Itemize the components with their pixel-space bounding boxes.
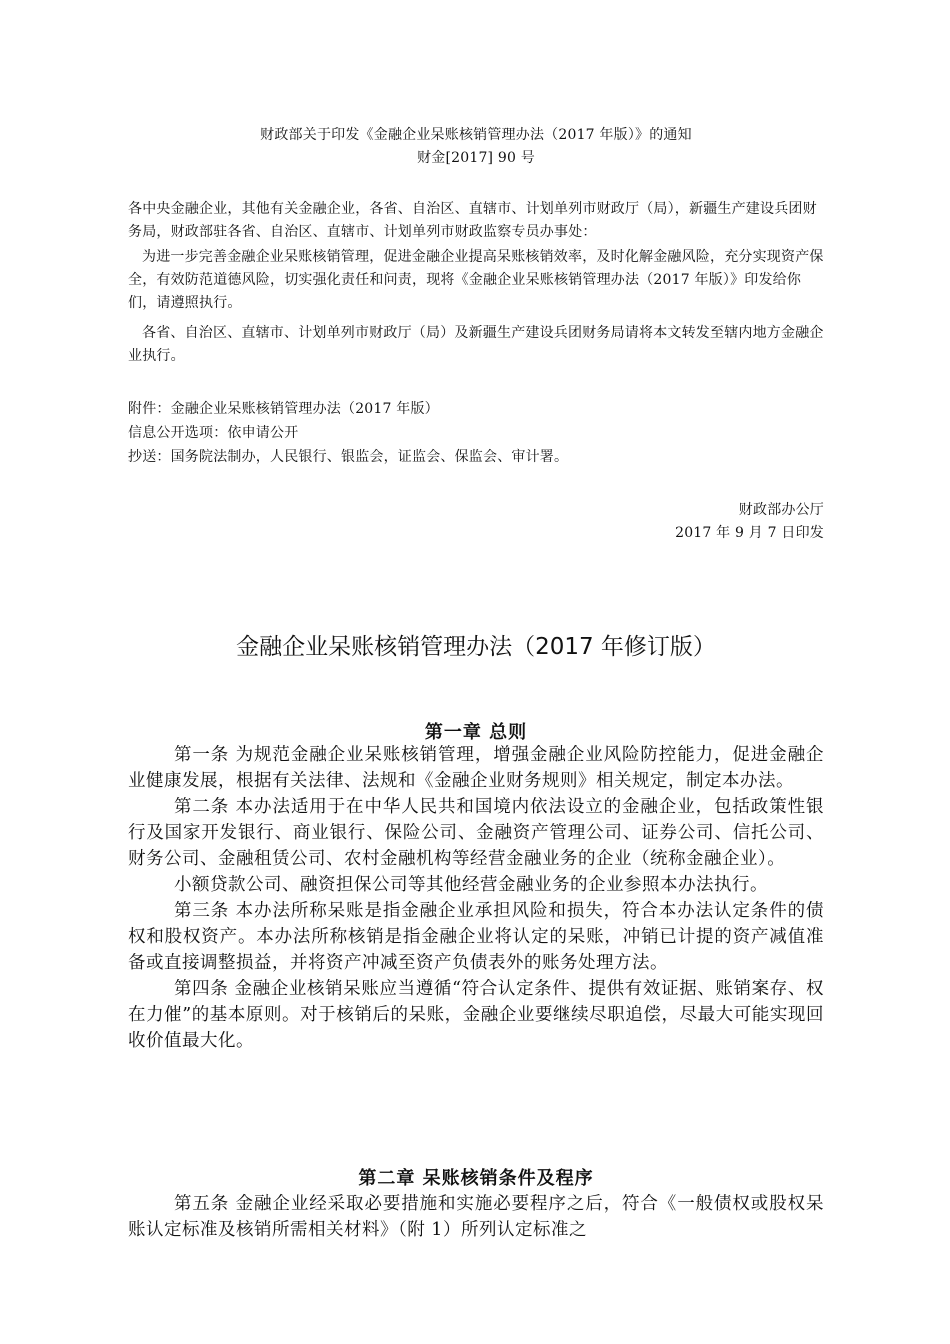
disclosure-line: 信息公开选项：依申请公开 <box>128 425 299 441</box>
article-2: 第二条 本办法适用于在中华人民共和国境内依法设立的金融企业，包括政策性银行及国家开发银行、商业银行、保险公司、金融资产管理公司、证券公司、信托公司、财务公司、金融租赁公司、农村金融机构等经营金融业务的企业（统称金融企业）。 <box>128 797 824 869</box>
issue-date: 2017 年 9 月 7 日印发 <box>675 525 824 541</box>
regulation-title: 金融企业呆账核销管理办法（2017 年修订版） <box>236 634 716 660</box>
attachment-line: 附件：金融企业呆账核销管理办法（2017 年版） <box>128 401 439 417</box>
chapter-2-body <box>128 1191 824 1243</box>
chapter-2-heading: 第二章 呆账核销条件及程序 <box>358 1168 594 1189</box>
chapter-1-body <box>128 742 824 1054</box>
article-1: 第一条 为规范金融企业呆账核销管理，增强金融企业风险防控能力，促进金融企业健康发展，根据有关法律、法规和《金融企业财务规则》相关规定，制定本办法。 <box>128 745 824 791</box>
notice-paragraph-1: 为进一步完善金融企业呆账核销管理，促进金融企业提高呆账核销效率，及时化解金融风险，充分实现资产保全，有效防范道德风险，切实强化责任和问责，现将《金融企业呆账核销管理办法（2017 年版）》印发给你们，请遵照执行。 <box>128 249 824 311</box>
notice-paragraph-2: 各省、自治区、直辖市、计划单列市财政厅（局）及新疆生产建设兵团财务局请将本文转发至辖内地方金融企业执行。 <box>128 325 824 364</box>
cc-line: 抄送：国务院法制办，人民银行、银监会，证监会、保监会、审计署。 <box>128 449 569 465</box>
document-number: 财金[2017] 90 号 <box>417 150 535 166</box>
notice-title: 财政部关于印发《金融企业呆账核销管理办法（2017 年版）》的通知 <box>260 127 692 143</box>
article-4: 第四条 金融企业核销呆账应当遵循“符合认定条件、提供有效证据、账销案存、权在力催”的基本原则。对于核销后的呆账，金融企业要继续尽职追偿，尽最大可能实现回收价值最大化。 <box>128 979 824 1051</box>
article-2-supplement: 小额贷款公司、融资担保公司等其他经营金融业务的企业参照本办法执行。 <box>174 875 768 895</box>
article-3: 第三条 本办法所称呆账是指金融企业承担风险和损失，符合本办法认定条件的债权和股权资产。本办法所称核销是指金融企业将认定的呆账，冲销已计提的资产减值准备或直接调整损益，并将资产冲减至资产负债表外的账务处理方法。 <box>128 901 824 973</box>
article-5: 第五条 金融企业经采取必要措施和实施必要程序之后，符合《一般债权或股权呆账认定标准及核销所需相关材料》（附 1）所列认定标准之 <box>128 1194 824 1240</box>
addressee: 各中央金融企业，其他有关金融企业，各省、自治区、直辖市、计划单列市财政厅（局），新疆生产建设兵团财务局，财政部驻各省、自治区、直辖市、计划单列市财政监察专员办事处： <box>128 201 817 240</box>
issuer: 财政部办公厅 <box>738 502 824 518</box>
chapter-1-heading: 第一章 总则 <box>424 722 528 743</box>
